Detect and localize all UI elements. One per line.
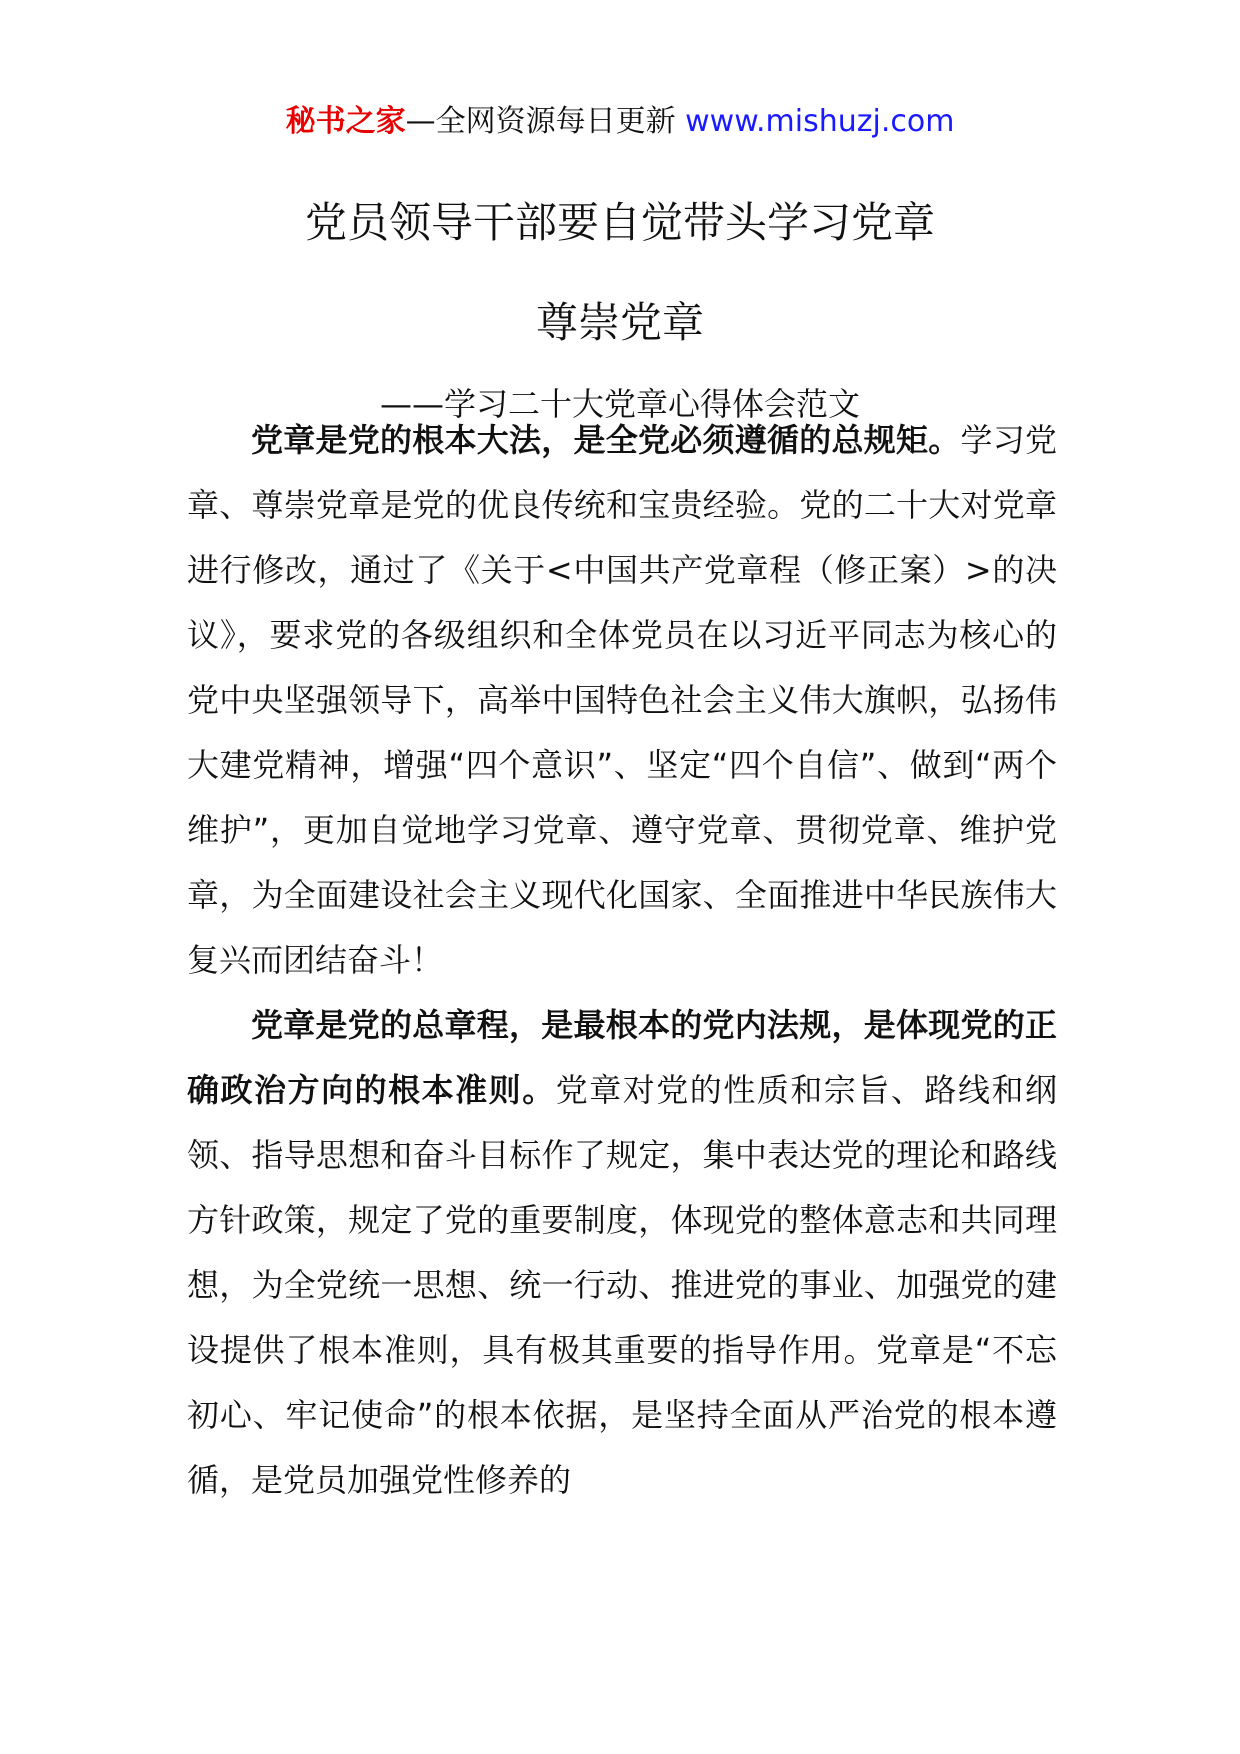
paragraph-text-1: 学习党章、尊崇党章是党的优良传统和宝贵经验。党的二十大对党章进行修改，通过了《关于<中国共产党章程（修正案）>的决议》，要求党的各级组织和全体党员在以习近平同志为核心的党中央坚强领导下，高举中国特色社会主义伟大旗帜，弘扬伟大建党精神，增强“四个意识”、坚定“四个自信”、做到“两个维护”，更加自觉地学习党章、遵守党章、贯彻党章、维护党章，为全面建设社会主义现代化国家、全面推进中华民族伟大复兴而团结奋斗！ [187, 421, 1057, 979]
document-title-line-2: 尊崇党章 [535, 298, 704, 347]
body-paragraph-1 [187, 408, 1057, 993]
document-title-line-1: 党员领导干部要自觉带头学习党章 [304, 198, 935, 247]
paragraph-text-2: 党章对党的性质和宗旨、路线和纲领、指导思想和奋斗目标作了规定，集中表达党的理论和路线方针政策，规定了党的重要制度，体现党的整体意志和共同理想，为全党统一思想、统一行动、推进党的事业、加强党的建设提供了根本准则，具有极其重要的指导作用。党章是“不忘初心、牢记使命”的根本依据，是坚持全面从严治党的根本遵循，是党员加强党性修养的 [187, 1071, 1057, 1499]
document-body [187, 408, 1057, 1513]
body-paragraph-2 [187, 993, 1057, 1513]
site-url-link[interactable]: www.mishuzj.com [685, 104, 955, 139]
site-header [0, 100, 1240, 144]
paragraph-lead-2: 党章是党的总章程，是最根本的党内法规，是体现党的正确政治方向的根本准则。 [187, 1006, 1057, 1109]
paragraph-lead-1: 党章是党的根本大法，是全党必须遵循的总规矩。 [251, 421, 961, 459]
site-slogan: —全网资源每日更新 [405, 104, 686, 139]
brand-name: 秘书之家 [285, 104, 406, 139]
document-subtitle: ——学习二十大党章心得体会范文 [379, 385, 860, 423]
